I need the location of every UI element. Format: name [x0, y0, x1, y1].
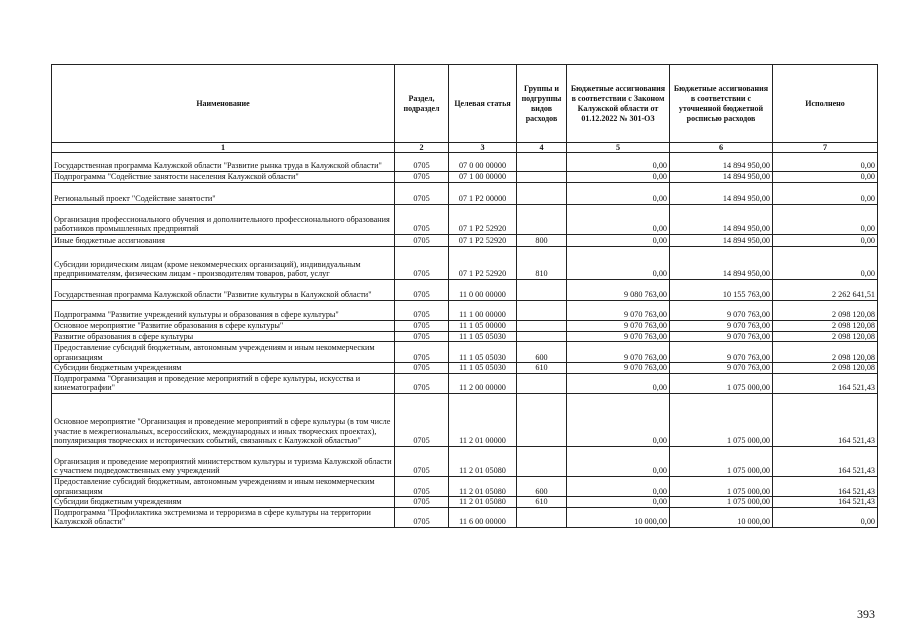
header-target-article: Целевая статья [449, 65, 517, 143]
row-law-allocation: 0,00 [567, 393, 670, 446]
row-section: 0705 [395, 446, 449, 476]
row-target-article: 07 1 P2 52920 [449, 235, 517, 247]
row-name: Подпрограмма "Организация и проведение мероприятий в сфере культуры, искусства и кинематографии" [52, 373, 395, 393]
row-target-article: 11 2 01 05080 [449, 476, 517, 496]
row-expense-group [517, 183, 567, 205]
table-row [52, 280, 878, 301]
row-refined-allocation: 9 070 763,00 [670, 321, 773, 332]
row-target-article: 11 1 05 05030 [449, 342, 517, 363]
row-expense-group [517, 172, 567, 183]
row-target-article: 07 1 P2 52920 [449, 247, 517, 280]
row-executed: 2 098 120,08 [773, 321, 878, 332]
row-refined-allocation: 9 070 763,00 [670, 342, 773, 363]
row-target-article: 11 1 05 05030 [449, 363, 517, 374]
row-section: 0705 [395, 507, 449, 527]
row-expense-group: 610 [517, 497, 567, 508]
table-row [52, 507, 878, 527]
row-law-allocation: 9 070 763,00 [567, 321, 670, 332]
row-section: 0705 [395, 476, 449, 496]
row-executed: 164 521,43 [773, 373, 878, 393]
column-number: 5 [567, 143, 670, 153]
row-refined-allocation: 14 894 950,00 [670, 247, 773, 280]
row-executed: 2 098 120,08 [773, 301, 878, 321]
table-row [52, 247, 878, 280]
row-refined-allocation: 1 075 000,00 [670, 497, 773, 508]
row-refined-allocation: 9 070 763,00 [670, 363, 773, 374]
table-row [52, 183, 878, 205]
row-name: Региональный проект "Содействие занятости" [52, 183, 395, 205]
row-expense-group [517, 321, 567, 332]
header-row [52, 65, 878, 143]
row-target-article: 07 0 00 00000 [449, 153, 517, 172]
row-expense-group: 600 [517, 476, 567, 496]
row-law-allocation: 9 070 763,00 [567, 363, 670, 374]
row-law-allocation: 0,00 [567, 183, 670, 205]
row-refined-allocation: 1 075 000,00 [670, 393, 773, 446]
row-law-allocation: 0,00 [567, 153, 670, 172]
column-number: 7 [773, 143, 878, 153]
table-body [52, 153, 878, 528]
row-section: 0705 [395, 373, 449, 393]
row-executed: 0,00 [773, 507, 878, 527]
row-target-article: 11 2 01 05080 [449, 497, 517, 508]
row-law-allocation: 9 080 763,00 [567, 280, 670, 301]
row-target-article: 07 1 00 00000 [449, 172, 517, 183]
column-number-row [52, 143, 878, 153]
row-refined-allocation: 14 894 950,00 [670, 153, 773, 172]
row-expense-group [517, 507, 567, 527]
row-name: Подпрограмма "Содействие занятости населения Калужской области" [52, 172, 395, 183]
row-refined-allocation: 9 070 763,00 [670, 301, 773, 321]
row-name: Иные бюджетные ассигнования [52, 235, 395, 247]
row-expense-group [517, 331, 567, 342]
row-section: 0705 [395, 331, 449, 342]
row-refined-allocation: 10 000,00 [670, 507, 773, 527]
row-section: 0705 [395, 301, 449, 321]
row-expense-group [517, 205, 567, 235]
row-law-allocation: 0,00 [567, 373, 670, 393]
row-executed: 164 521,43 [773, 446, 878, 476]
row-section: 0705 [395, 321, 449, 332]
row-target-article: 11 2 00 00000 [449, 373, 517, 393]
row-executed: 0,00 [773, 172, 878, 183]
row-expense-group: 800 [517, 235, 567, 247]
row-section: 0705 [395, 363, 449, 374]
row-name: Основное мероприятие "Организация и проведение мероприятий в сфере культуры (в том числе участие в межрегиональных, всероссийских, международных и иных творческих проектах), популяризация творческих и исторических событий, связанных с Калужской областью" [52, 393, 395, 446]
row-law-allocation: 0,00 [567, 172, 670, 183]
row-refined-allocation: 1 075 000,00 [670, 446, 773, 476]
table-row [52, 476, 878, 496]
row-refined-allocation: 10 155 763,00 [670, 280, 773, 301]
row-target-article: 11 2 01 00000 [449, 393, 517, 446]
row-executed: 0,00 [773, 247, 878, 280]
header-expense-groups: Группы и подгруппы видов расходов [517, 65, 567, 143]
row-name: Организация и проведение мероприятий министерством культуры и туризма Калужской области с участием подведомственных ему учреждений [52, 446, 395, 476]
column-number: 6 [670, 143, 773, 153]
row-target-article: 11 2 01 05080 [449, 446, 517, 476]
row-section: 0705 [395, 153, 449, 172]
row-name: Государственная программа Калужской области "Развитие рынка труда в Калужской области" [52, 153, 395, 172]
row-law-allocation: 0,00 [567, 446, 670, 476]
row-refined-allocation: 14 894 950,00 [670, 205, 773, 235]
column-number: 2 [395, 143, 449, 153]
column-number: 4 [517, 143, 567, 153]
row-expense-group: 810 [517, 247, 567, 280]
row-expense-group [517, 301, 567, 321]
table-row [52, 172, 878, 183]
row-section: 0705 [395, 497, 449, 508]
row-law-allocation: 0,00 [567, 235, 670, 247]
row-name: Подпрограмма "Развитие учреждений культуры и образования в сфере культуры" [52, 301, 395, 321]
row-target-article: 11 1 05 05030 [449, 331, 517, 342]
row-section: 0705 [395, 342, 449, 363]
row-executed: 164 521,43 [773, 497, 878, 508]
row-section: 0705 [395, 183, 449, 205]
row-name: Подпрограмма "Профилактика экстремизма и терроризма в сфере культуры на территории Калужской области" [52, 507, 395, 527]
row-section: 0705 [395, 247, 449, 280]
table-row [52, 342, 878, 363]
table-row [52, 321, 878, 332]
row-executed: 0,00 [773, 153, 878, 172]
row-refined-allocation: 14 894 950,00 [670, 235, 773, 247]
row-expense-group [517, 153, 567, 172]
table-row [52, 153, 878, 172]
row-refined-allocation: 14 894 950,00 [670, 172, 773, 183]
header-law-allocations: Бюджетные ассигнования в соответствии с Законом Калужской области от 01.12.2022 № 301-ОЗ [567, 65, 670, 143]
row-section: 0705 [395, 393, 449, 446]
row-refined-allocation: 14 894 950,00 [670, 183, 773, 205]
column-number: 1 [52, 143, 395, 153]
row-law-allocation: 0,00 [567, 476, 670, 496]
row-section: 0705 [395, 205, 449, 235]
row-executed: 2 098 120,08 [773, 363, 878, 374]
row-section: 0705 [395, 172, 449, 183]
row-name: Субсидии бюджетным учреждениям [52, 497, 395, 508]
header-refined-allocations: Бюджетные ассигнования в соответствии с уточненной бюджетной росписью расходов [670, 65, 773, 143]
row-executed: 164 521,43 [773, 393, 878, 446]
column-number: 3 [449, 143, 517, 153]
row-law-allocation: 10 000,00 [567, 507, 670, 527]
row-section: 0705 [395, 235, 449, 247]
table-row [52, 205, 878, 235]
table-row [52, 363, 878, 374]
row-name: Организация профессионального обучения и дополнительного профессионального образования работников промышленных предприятий [52, 205, 395, 235]
row-expense-group [517, 446, 567, 476]
row-expense-group [517, 373, 567, 393]
row-name: Основное мероприятие "Развитие образования в сфере культуры" [52, 321, 395, 332]
row-law-allocation: 0,00 [567, 205, 670, 235]
row-name: Субсидии бюджетным учреждениям [52, 363, 395, 374]
row-target-article: 07 1 P2 52920 [449, 205, 517, 235]
header-section: Раздел, подраздел [395, 65, 449, 143]
page-number: 393 [857, 607, 875, 621]
row-name: Государственная программа Калужской области "Развитие культуры в Калужской области" [52, 280, 395, 301]
table-row [52, 235, 878, 247]
table-row [52, 331, 878, 342]
row-executed: 0,00 [773, 235, 878, 247]
row-executed: 0,00 [773, 205, 878, 235]
row-target-article: 07 1 P2 00000 [449, 183, 517, 205]
row-target-article: 11 1 00 00000 [449, 301, 517, 321]
table-row [52, 373, 878, 393]
table-row [52, 393, 878, 446]
row-executed: 2 262 641,51 [773, 280, 878, 301]
row-law-allocation: 9 070 763,00 [567, 331, 670, 342]
row-name: Субсидии юридическим лицам (кроме некоммерческих организаций), индивидуальным предпринимателям, физическим лицам - производителям товаров, работ, услуг [52, 247, 395, 280]
row-expense-group: 600 [517, 342, 567, 363]
row-executed: 0,00 [773, 183, 878, 205]
row-executed: 2 098 120,08 [773, 342, 878, 363]
row-name: Предоставление субсидий бюджетным, автономным учреждениям и иным некоммерческим организациям [52, 476, 395, 496]
row-expense-group: 610 [517, 363, 567, 374]
row-law-allocation: 0,00 [567, 247, 670, 280]
row-name: Предоставление субсидий бюджетным, автономным учреждениям и иным некоммерческим организациям [52, 342, 395, 363]
row-target-article: 11 0 00 00000 [449, 280, 517, 301]
row-refined-allocation: 9 070 763,00 [670, 331, 773, 342]
table-row [52, 446, 878, 476]
row-executed: 2 098 120,08 [773, 331, 878, 342]
row-target-article: 11 6 00 00000 [449, 507, 517, 527]
budget-execution-table [51, 64, 878, 528]
row-name: Развитие образования в сфере культуры [52, 331, 395, 342]
header-executed: Исполнено [773, 65, 878, 143]
row-refined-allocation: 1 075 000,00 [670, 373, 773, 393]
table-row [52, 497, 878, 508]
row-executed: 164 521,43 [773, 476, 878, 496]
row-law-allocation: 9 070 763,00 [567, 342, 670, 363]
row-law-allocation: 0,00 [567, 497, 670, 508]
row-law-allocation: 9 070 763,00 [567, 301, 670, 321]
row-expense-group [517, 393, 567, 446]
header-name: Наименование [52, 65, 395, 143]
row-section: 0705 [395, 280, 449, 301]
table-row [52, 301, 878, 321]
row-target-article: 11 1 05 00000 [449, 321, 517, 332]
row-expense-group [517, 280, 567, 301]
row-refined-allocation: 1 075 000,00 [670, 476, 773, 496]
